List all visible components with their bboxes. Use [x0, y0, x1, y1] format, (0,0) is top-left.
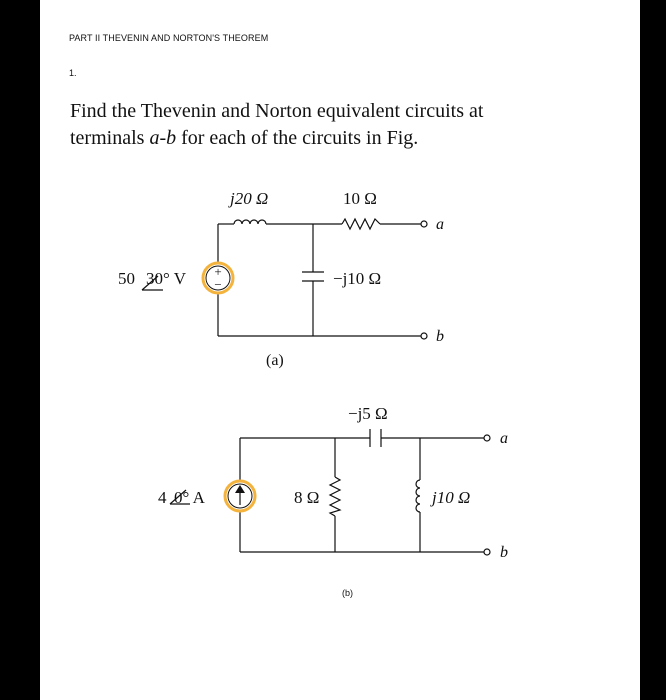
circuit-b-caption: (b)	[342, 588, 353, 598]
circuit-a-source-magnitude: 50	[118, 269, 135, 288]
arrow-up-icon	[235, 485, 245, 493]
circuit-a-caption: (a)	[266, 352, 284, 369]
circuit-b-resistor	[330, 477, 340, 516]
circuit-b-capacitor-label: −j5 Ω	[348, 404, 388, 423]
circuit-b-terminal-a: a	[500, 430, 508, 447]
circuit-b-source-magnitude: 4	[158, 488, 167, 507]
circuit-a-terminal-b: b	[436, 328, 444, 345]
circuit-b-inductor	[416, 480, 420, 512]
circuit-a-inductor	[234, 220, 266, 224]
circuit-a-source-minus: −	[214, 277, 222, 292]
circuit-a-source-plus: +	[214, 264, 222, 279]
problem-dash: -	[159, 127, 167, 149]
circuit-a-terminal-a: a	[436, 216, 444, 233]
circuit-a-resistor	[342, 219, 380, 229]
circuit-b-terminal-b: b	[500, 544, 508, 561]
problem-tail: for each of the circuits in Fig.	[176, 127, 419, 149]
circuit-a-inductor-label: j20 Ω	[230, 189, 269, 208]
circuit-b-inductor-label: j10 Ω	[432, 488, 471, 507]
circuit-a-capacitor	[302, 272, 324, 281]
problem-lead: Find the Thevenin and Norton equivalent circuits at terminals	[70, 100, 484, 149]
circuit-a-wires	[218, 224, 421, 336]
circuit-b-capacitor	[370, 429, 381, 447]
circuit-a-terminal-a-dot	[421, 221, 427, 227]
item-number: 1.	[69, 68, 77, 78]
circuit-a-terminal-b-dot	[421, 333, 427, 339]
circuit-b-resistor-label: 8 Ω	[294, 488, 320, 507]
circuit-b-terminal-b-dot	[484, 549, 490, 555]
circuit-a-source-angle: 30° V	[146, 269, 187, 288]
circuit-b-terminal-a-dot	[484, 435, 490, 441]
problem-terminal-a: a	[149, 127, 160, 149]
circuit-a-capacitor-label: −j10 Ω	[333, 269, 382, 288]
problem-terminal-b: b	[166, 127, 177, 149]
circuit-a-resistor-label: 10 Ω	[343, 189, 377, 208]
section-header: PART II THEVENIN AND NORTON'S THEOREM	[69, 33, 269, 43]
circuit-b-source-angle: 0° A	[174, 488, 205, 507]
